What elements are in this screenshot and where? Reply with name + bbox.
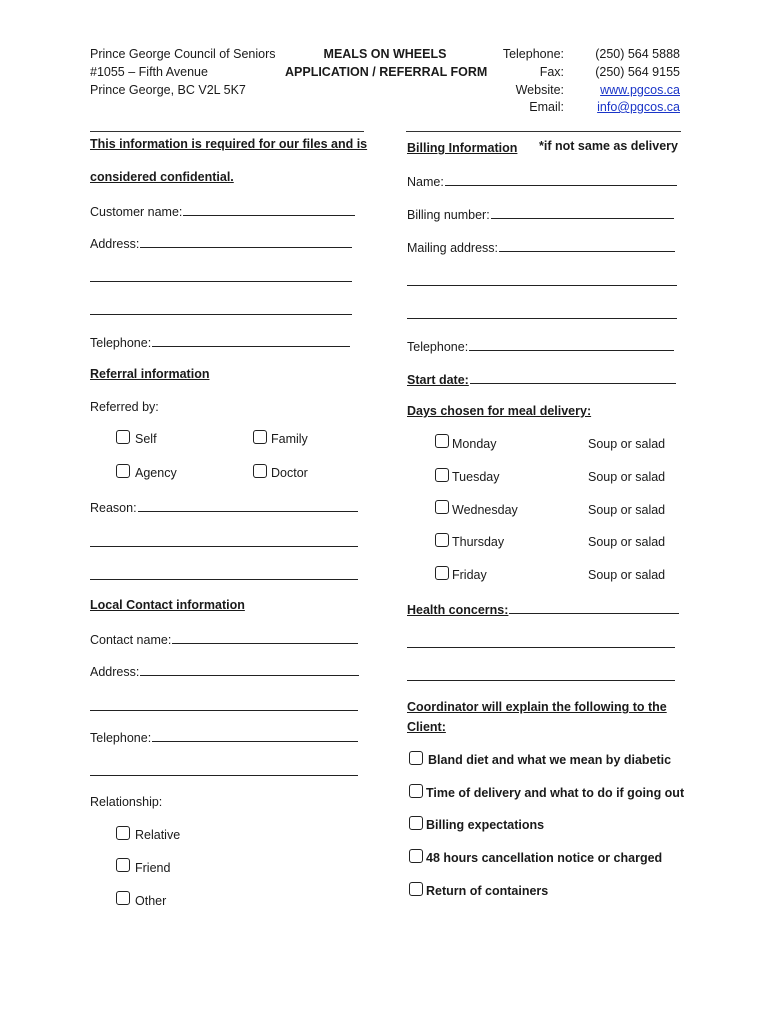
mailing-address-label: Mailing address: xyxy=(407,241,499,255)
customer-address-line[interactable] xyxy=(140,235,352,248)
coordinator-containers-checkbox[interactable] xyxy=(409,882,423,896)
customer-address-label: Address: xyxy=(90,237,140,251)
referral-agency-label: Agency xyxy=(135,466,177,480)
relationship-relative-label: Relative xyxy=(135,828,181,842)
contact-address-label: Address: xyxy=(90,665,140,679)
coordinator-bland-diet-checkbox[interactable] xyxy=(409,751,423,765)
email-label: Email: xyxy=(529,100,564,114)
health-concerns-field[interactable] xyxy=(407,601,679,617)
contact-address-line[interactable] xyxy=(140,663,359,676)
website-link[interactable]: www.pgcos.ca xyxy=(600,83,680,97)
health-concerns-line2[interactable] xyxy=(407,647,675,648)
customer-name-label: Customer name: xyxy=(90,205,183,219)
referral-family-label: Family xyxy=(271,432,308,446)
telephone-label: Telephone: xyxy=(502,47,564,61)
mailing-address-line[interactable] xyxy=(499,239,675,252)
friday-soup-or-salad: Soup or salad xyxy=(588,568,666,582)
day-tuesday-label: Tuesday xyxy=(452,470,500,484)
mailing-address-line2[interactable] xyxy=(407,285,677,286)
org-address-line2: Prince George, BC V2L 5K7 xyxy=(90,83,246,97)
contact-name-label: Contact name: xyxy=(90,633,172,647)
mailing-address-line3[interactable] xyxy=(407,318,677,319)
billing-number-label: Billing number: xyxy=(407,208,490,222)
reason-field[interactable] xyxy=(90,499,358,515)
relationship-other-label: Other xyxy=(135,894,167,908)
referral-heading: Referral information xyxy=(90,367,210,381)
local-contact-heading: Local Contact information xyxy=(90,598,245,612)
contact-name-field[interactable] xyxy=(90,631,358,647)
coordinator-cancellation-label: 48 hours cancellation notice or charged xyxy=(426,851,663,865)
billing-number-field[interactable] xyxy=(407,206,674,222)
coordinator-bland-diet-label: Bland diet and what we mean by diabetic xyxy=(428,753,672,767)
coordinator-containers-label: Return of containers xyxy=(426,884,549,898)
email-link[interactable]: info@pgcos.ca xyxy=(597,100,680,114)
coordinator-billing-checkbox[interactable] xyxy=(409,816,423,830)
reason-line[interactable] xyxy=(138,499,358,512)
thursday-soup-or-salad: Soup or salad xyxy=(588,535,666,549)
contact-address-field[interactable] xyxy=(90,663,359,679)
fax-value: (250) 564 9155 xyxy=(595,65,680,79)
org-name: Prince George Council of Seniors xyxy=(90,47,276,61)
billing-name-field[interactable] xyxy=(407,173,677,189)
wednesday-soup-or-salad: Soup or salad xyxy=(588,503,666,517)
referral-self-checkbox[interactable] xyxy=(116,430,130,444)
customer-telephone-line[interactable] xyxy=(152,334,350,347)
billing-name-label: Name: xyxy=(407,175,444,189)
contact-telephone-label: Telephone: xyxy=(90,731,152,745)
coordinator-billing-label: Billing expectations xyxy=(426,818,545,832)
day-thursday-checkbox[interactable] xyxy=(435,533,449,547)
org-address-line1: #1055 – Fifth Avenue xyxy=(90,65,208,79)
coordinator-cancellation-checkbox[interactable] xyxy=(409,849,423,863)
day-monday-checkbox[interactable] xyxy=(435,434,449,448)
customer-address-line3[interactable] xyxy=(90,314,352,315)
tuesday-soup-or-salad: Soup or salad xyxy=(588,470,666,484)
reason-line3[interactable] xyxy=(90,579,358,580)
relationship-friend-checkbox[interactable] xyxy=(116,858,130,872)
contact-extra-line[interactable] xyxy=(90,775,358,776)
website-label: Website: xyxy=(515,83,564,97)
health-concerns-line[interactable] xyxy=(509,601,679,614)
reason-line2[interactable] xyxy=(90,546,358,547)
start-date-line[interactable] xyxy=(470,371,676,384)
coordinator-delivery-time-checkbox[interactable] xyxy=(409,784,423,798)
form-subtitle: APPLICATION / REFERRAL FORM xyxy=(285,65,488,79)
mailing-address-field[interactable] xyxy=(407,239,675,255)
coordinator-delivery-time-label: Time of delivery and what to do if going out xyxy=(426,786,685,800)
monday-soup-or-salad: Soup or salad xyxy=(588,437,666,451)
left-section-rule xyxy=(90,131,364,132)
form-title: MEALS ON WHEELS xyxy=(323,47,447,61)
start-date-label: Start date: xyxy=(407,373,469,387)
fax-label: Fax: xyxy=(539,65,564,79)
day-wednesday-checkbox[interactable] xyxy=(435,500,449,514)
customer-address-field[interactable] xyxy=(90,235,352,251)
billing-telephone-field[interactable] xyxy=(407,338,674,354)
right-section-rule xyxy=(406,131,681,132)
coordinator-heading-line1: Coordinator will explain the following to the xyxy=(407,700,667,714)
reason-label: Reason: xyxy=(90,501,137,515)
day-friday-checkbox[interactable] xyxy=(435,566,449,580)
referral-doctor-checkbox[interactable] xyxy=(253,464,267,478)
billing-heading: Billing Information xyxy=(407,141,518,155)
coordinator-heading-line2: Client: xyxy=(407,720,446,734)
contact-address-line2[interactable] xyxy=(90,710,358,711)
start-date-field[interactable] xyxy=(407,371,676,387)
referral-agency-checkbox[interactable] xyxy=(116,464,130,478)
relationship-other-checkbox[interactable] xyxy=(116,891,130,905)
day-tuesday-checkbox[interactable] xyxy=(435,468,449,482)
day-friday-label: Friday xyxy=(452,568,487,582)
relationship-label: Relationship: xyxy=(90,795,163,809)
confidential-notice-line1: This information is required for our files and is xyxy=(90,137,368,151)
relationship-relative-checkbox[interactable] xyxy=(116,826,130,840)
billing-number-line[interactable] xyxy=(491,206,674,219)
day-wednesday-label: Wednesday xyxy=(452,503,518,517)
telephone-value: (250) 564 5888 xyxy=(595,47,680,61)
billing-name-line[interactable] xyxy=(445,173,677,186)
referred-by-label: Referred by: xyxy=(90,400,159,414)
referral-family-checkbox[interactable] xyxy=(253,430,267,444)
health-concerns-line3[interactable] xyxy=(407,680,675,681)
referral-doctor-label: Doctor xyxy=(271,466,308,480)
days-heading: Days chosen for meal delivery: xyxy=(407,404,592,418)
billing-note: *if not same as delivery xyxy=(539,139,678,153)
contact-telephone-field[interactable] xyxy=(90,729,358,745)
relationship-friend-label: Friend xyxy=(135,861,171,875)
customer-telephone-label: Telephone: xyxy=(90,336,152,350)
customer-name-field[interactable] xyxy=(90,203,355,219)
referral-self-label: Self xyxy=(135,432,157,446)
health-concerns-label: Health concerns: xyxy=(407,603,509,617)
customer-address-line2[interactable] xyxy=(90,281,352,282)
customer-name-line[interactable] xyxy=(183,203,355,216)
billing-telephone-line[interactable] xyxy=(469,338,674,351)
day-thursday-label: Thursday xyxy=(452,535,505,549)
day-monday-label: Monday xyxy=(452,437,497,451)
contact-name-line[interactable] xyxy=(172,631,358,644)
customer-telephone-field[interactable] xyxy=(90,334,350,350)
contact-telephone-line[interactable] xyxy=(152,729,358,742)
confidential-notice-line2: considered confidential. xyxy=(90,170,234,184)
billing-telephone-label: Telephone: xyxy=(407,340,469,354)
